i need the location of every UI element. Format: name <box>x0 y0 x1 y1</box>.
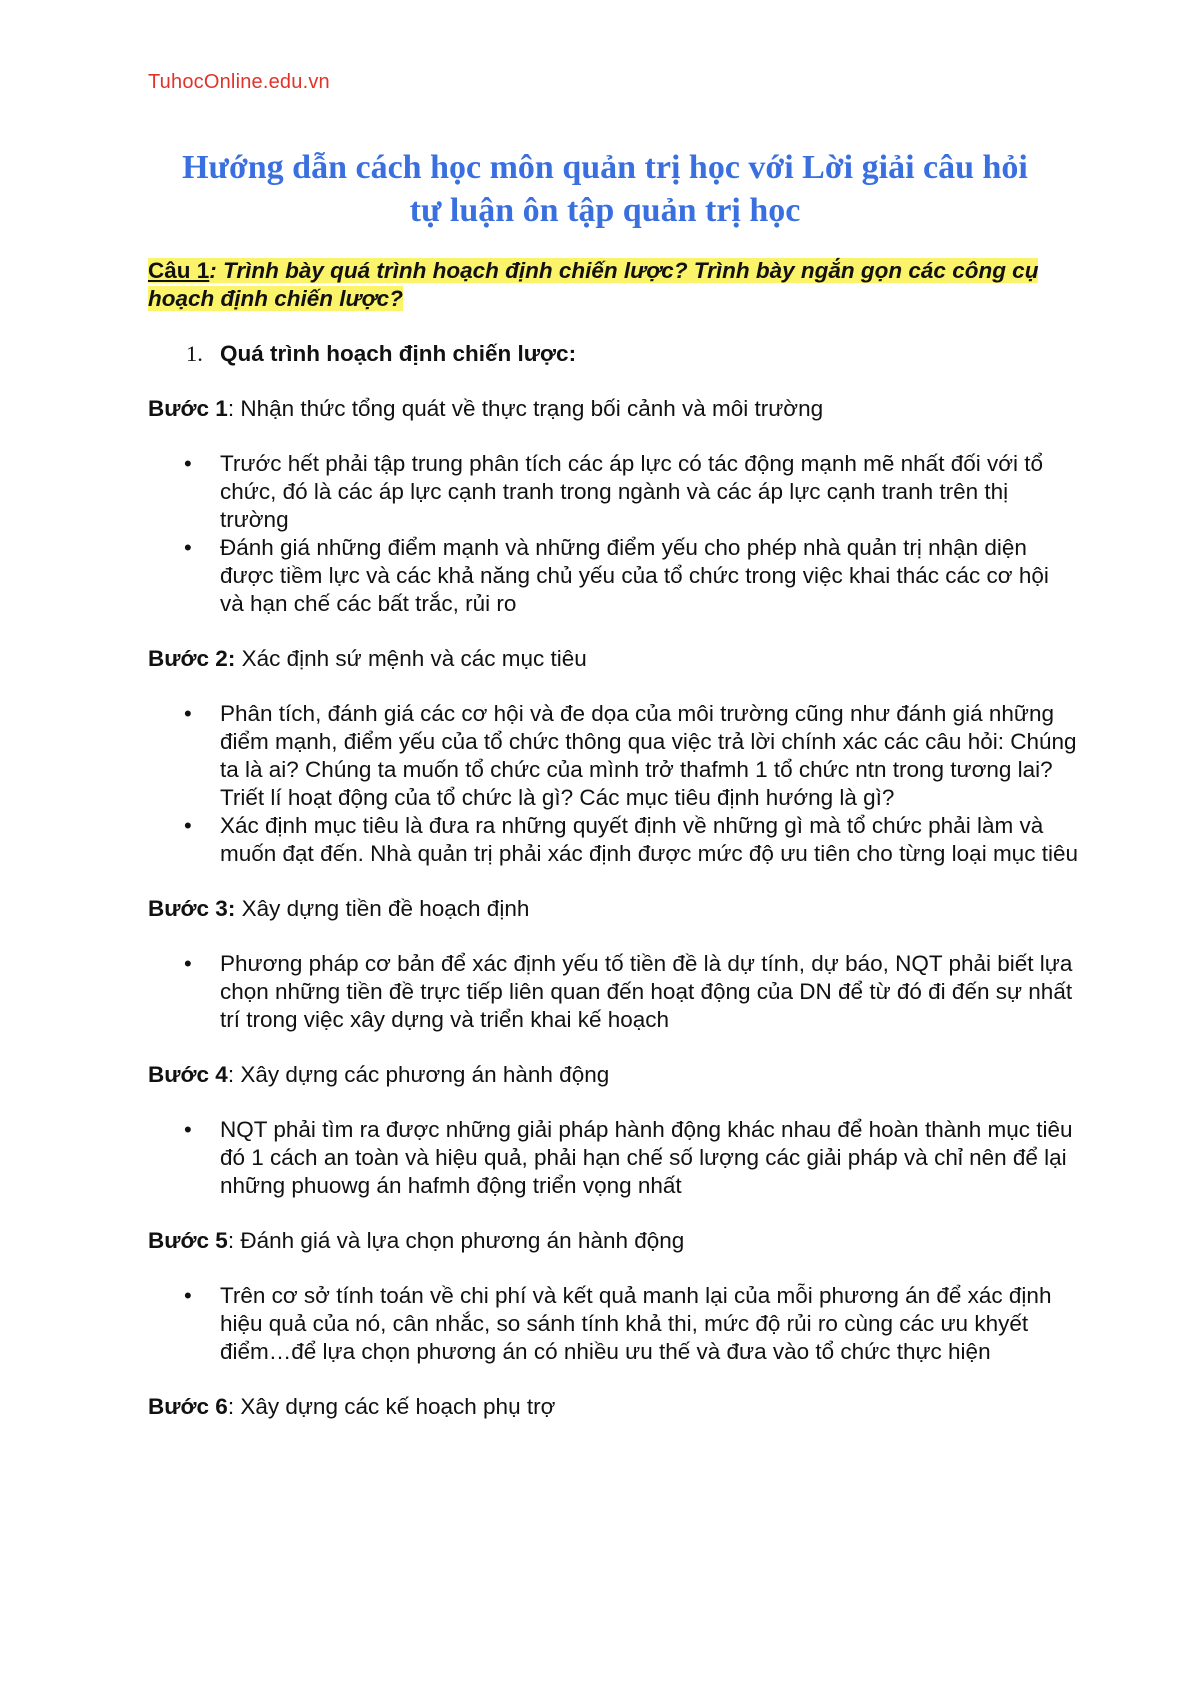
step-2 <box>148 645 1078 673</box>
step-4 <box>148 1061 1078 1089</box>
bullet-item: • NQT phải tìm ra được những giải pháp hành động khác nhau để hoàn thành mục tiêu đó 1 cách an toàn và hiệu quả, phải hạn chế số lượng các giải pháp và chỉ nên để lại những phuowg án hafmh động triển vọng nhất <box>148 1116 1078 1200</box>
bullet-item: • Phân tích, đánh giá các cơ hội và đe dọa của môi trường cũng như đánh giá những điểm mạnh, điểm yếu của tổ chức thông qua việc trả lời chính xác các câu hỏi: Chúng ta là ai? Chúng ta muốn tổ chức của mình trở thafmh 1 tổ chức ntn trong tương lai? Triết lí hoạt động của tổ chức là gì? Các mục tiêu định hướng là gì? <box>148 700 1078 812</box>
step-1 <box>148 395 1078 423</box>
step-text: : Nhận thức tổng quát về thực trạng bối cảnh và môi trường <box>227 396 824 421</box>
bullet-item: • Trước hết phải tập trung phân tích các áp lực có tác động mạnh mẽ nhất đối với tổ chức, đó là các áp lực cạnh tranh trong ngành và các áp lực cạnh tranh trên thị trường <box>148 450 1078 534</box>
step-1-bullets <box>148 450 1078 618</box>
bullet-item: • Đánh giá những điểm mạnh và những điểm yếu cho phép nhà quản trị nhận diện được tiềm lực và các khả năng chủ yếu của tổ chức trong việc khai thác các cơ hội và hạn chế các bất trắc, rủi ro <box>148 534 1078 618</box>
bullet-item: • Trên cơ sở tính toán về chi phí và kết quả manh lại của mỗi phương án để xác định hiệu quả của nó, cân nhắc, so sánh tính khả thi, mức độ rủi ro cùng các ưu khyết điểm…để lựa chọn phương án có nhiều ưu thế và đưa vào tổ chức thực hiện <box>148 1282 1078 1366</box>
step-label: Bước 3: <box>148 896 236 921</box>
step-text: : Đánh giá và lựa chọn phương án hành động <box>227 1228 685 1253</box>
section-title: Quá trình hoạch định chiến lược: <box>220 341 577 366</box>
question-highlight <box>148 258 1038 311</box>
step-label: Bước 4 <box>148 1062 228 1087</box>
question-label: Câu 1 <box>148 258 210 283</box>
question-text: : Trình bày quá trình hoạch định chiến lược? Trình bày ngắn gọn các công cụ hoạch định chiến lược? <box>148 258 1039 311</box>
bullet-item: • Xác định mục tiêu là đưa ra những quyết định về những gì mà tổ chức phải làm và muốn đạt đến. Nhà quản trị phải xác định được mức độ ưu tiên cho từng loại mục tiêu <box>148 812 1078 868</box>
step-text: Xác định sứ mệnh và các mục tiêu <box>235 646 587 671</box>
step-6 <box>148 1393 1078 1421</box>
step-3 <box>148 895 1078 923</box>
step-text: : Xây dựng các phương án hành động <box>227 1062 610 1087</box>
section-heading <box>148 340 1078 368</box>
bullet-item: • Phương pháp cơ bản để xác định yếu tố tiền đề là dự tính, dự báo, NQT phải biết lựa chọn những tiền đề trực tiếp liên quan đến hoạt động của DN để từ đó đi đến sự nhất trí trong việc xây dựng và triển khai kế hoạch <box>148 950 1078 1034</box>
step-text: : Xây dựng các kế hoạch phụ trợ <box>227 1394 556 1419</box>
step-text: Xây dựng tiền đề hoạch định <box>235 896 530 921</box>
question-block <box>148 257 1078 313</box>
step-3-bullets <box>148 950 1078 1034</box>
site-header: TuhocOnline.edu.vn <box>148 71 330 93</box>
step-label: Bước 6 <box>148 1394 228 1419</box>
step-5 <box>148 1227 1078 1255</box>
step-label: Bước 1 <box>148 396 228 421</box>
title-line-1: Hướng dẫn cách học môn quản trị học với Lời giải câu hỏi <box>182 149 1028 186</box>
step-4-bullets <box>148 1116 1078 1200</box>
step-label: Bước 5 <box>148 1228 228 1253</box>
step-2-bullets <box>148 700 1078 868</box>
step-label: Bước 2: <box>148 646 236 671</box>
step-5-bullets <box>148 1282 1078 1366</box>
section-number: 1. <box>186 341 203 366</box>
document-title <box>110 146 1100 232</box>
document-body <box>148 257 1078 1421</box>
title-line-2: tự luận ôn tập quản trị học <box>409 192 801 229</box>
